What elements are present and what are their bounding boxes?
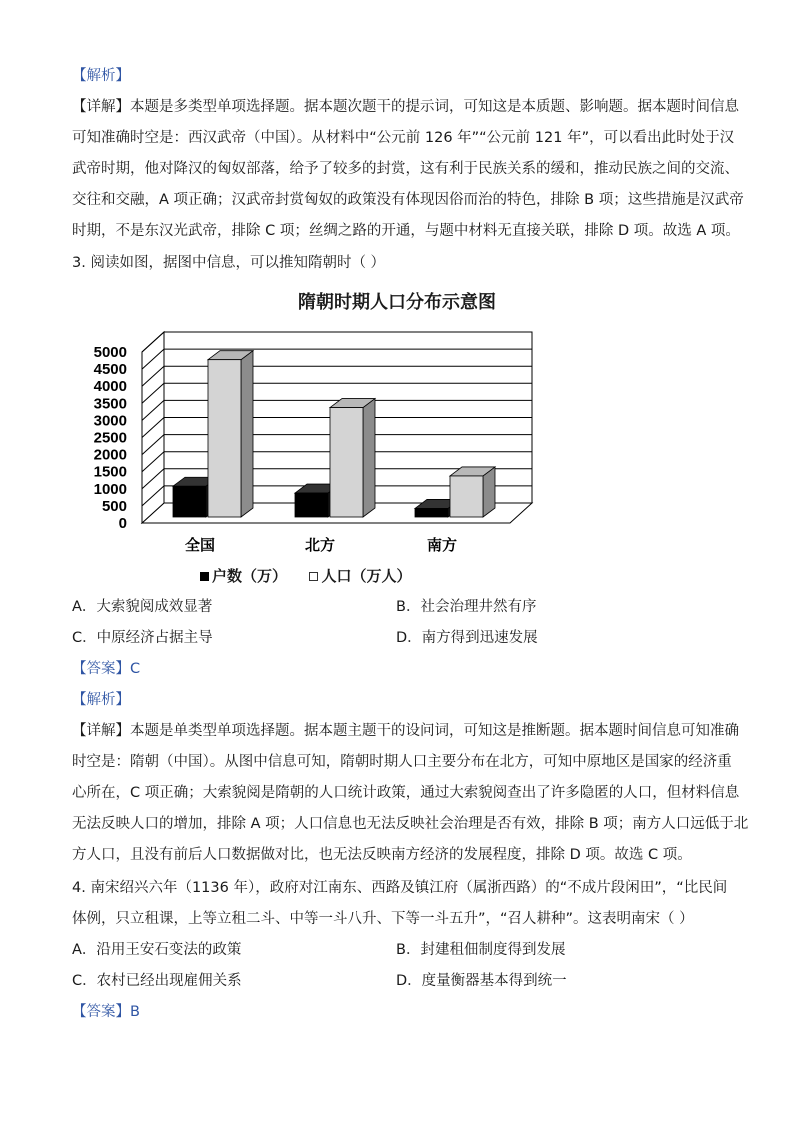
y-tick-label: 3500 bbox=[93, 395, 127, 413]
y-tick-label: 2500 bbox=[93, 429, 127, 447]
legend-population: 人口（万人） bbox=[309, 567, 411, 585]
option-c[interactable]: C．中原经济占据主导 bbox=[72, 630, 213, 646]
question-4-stem: 体例，只立租课，上等立租二斗、中等一斗八升、下等一斗五升”，“召人耕种”。这表明南宋（ ） bbox=[72, 911, 694, 927]
analysis-line: 武帝时期，他对降汉的匈奴部落，给予了较多的封赏，这有利于民族关系的缓和，推动民族之间的交流、 bbox=[72, 161, 739, 177]
answer-label: 【答案】B bbox=[72, 1004, 140, 1020]
y-tick-label: 1500 bbox=[93, 463, 127, 481]
analysis-label-1: 【解析】 bbox=[72, 68, 130, 84]
bar-population bbox=[330, 408, 363, 517]
chart-title: 隋朝时期人口分布示意图 bbox=[298, 292, 496, 313]
bar-households bbox=[415, 508, 448, 517]
option-a[interactable]: A．大索貌阅成效显著 bbox=[72, 599, 213, 615]
analysis-line: 无法反映人口的增加，排除 A 项；人口信息也无法反映社会治理是否有效，排除 B 项；南方人口远低于北 bbox=[72, 816, 749, 832]
y-tick-label: 500 bbox=[101, 497, 127, 515]
y-tick-label: 5000 bbox=[93, 344, 127, 361]
y-tick-label: 2000 bbox=[93, 446, 127, 464]
y-tick-label: 1000 bbox=[93, 480, 127, 498]
x-category-label: 全国 bbox=[184, 537, 216, 554]
analysis-line: 【详解】本题是单类型单项选择题。据本题主题干的设问词，可知这是推断题。据本题时间信息可知准确 bbox=[72, 723, 739, 739]
option-b[interactable]: B．社会治理井然有序 bbox=[396, 599, 537, 615]
bar-side bbox=[363, 399, 375, 517]
question-3-stem: 3. 阅读如图，据图中信息，可以推知隋朝时（ ） bbox=[72, 255, 386, 271]
y-tick-label: 0 bbox=[118, 515, 127, 532]
x-category-label: 北方 bbox=[304, 537, 336, 554]
population-bar-chart bbox=[0, 325, 794, 554]
analysis-line: 交往和交融，A 项正确；汉武帝封赏匈奴的政策没有体现因俗而治的特色，排除 B 项；这些措施是汉武帝 bbox=[72, 192, 744, 208]
analysis-line: 心所在，C 项正确；大索貌阅是隋朝的人口统计政策，通过大索貌阅查出了许多隐匿的人口，但材料信息 bbox=[72, 785, 740, 801]
analysis-line: 时空是：隋朝（中国）。从图中信息可知，隋朝时期人口主要分布在北方，可知中原地区是国家的经济重 bbox=[72, 754, 732, 770]
bar-side bbox=[241, 351, 253, 517]
question-4-stem: 4. 南宋绍兴六年（1136 年），政府对江南东、西路及镇江府（属浙西路）的“不成片段闲田”，“比民间 bbox=[72, 880, 728, 896]
bar-households bbox=[173, 486, 206, 517]
legend-households: 户数（万） bbox=[200, 567, 287, 585]
analysis-line: 时期，不是东汉光武帝，排除 C 项；丝绸之路的开通，与题中材料无直接关联，排除 D 项。故选 A 项。 bbox=[72, 223, 740, 239]
option-c[interactable]: C．农村已经出现雇佣关系 bbox=[72, 973, 242, 989]
option-a[interactable]: A．沿用王安石变法的政策 bbox=[72, 942, 242, 958]
bar-households bbox=[295, 493, 328, 517]
analysis-line: 【详解】本题是多类型单项选择题。据本题次题干的提示词，可知这是本质题、影响题。据本题时间信息 bbox=[72, 99, 739, 115]
y-tick-label: 4000 bbox=[93, 378, 127, 396]
chart-legend bbox=[200, 565, 412, 586]
analysis-line: 可知准确时空是：西汉武帝（中国）。从材料中“公元前 126 年”“公元前 121 年”，可以看出此时处于汉 bbox=[72, 130, 735, 146]
y-tick-label: 3000 bbox=[93, 412, 127, 430]
analysis-line: 方人口，且没有前后人口数据做对比，也无法反映南方经济的发展程度，排除 D 项。故选 C 项。 bbox=[72, 847, 692, 863]
bar-population bbox=[208, 360, 241, 517]
analysis-label-3: 【解析】 bbox=[72, 692, 130, 708]
y-tick-label: 4500 bbox=[93, 361, 127, 379]
option-b[interactable]: B．封建租佃制度得到发展 bbox=[396, 942, 566, 958]
bar-population bbox=[450, 476, 483, 517]
option-d[interactable]: D．度量衡器基本得到统一 bbox=[396, 973, 567, 989]
x-category-label: 南方 bbox=[426, 537, 458, 554]
answer-label: 【答案】C bbox=[72, 661, 141, 677]
option-d[interactable]: D．南方得到迅速发展 bbox=[396, 630, 538, 646]
